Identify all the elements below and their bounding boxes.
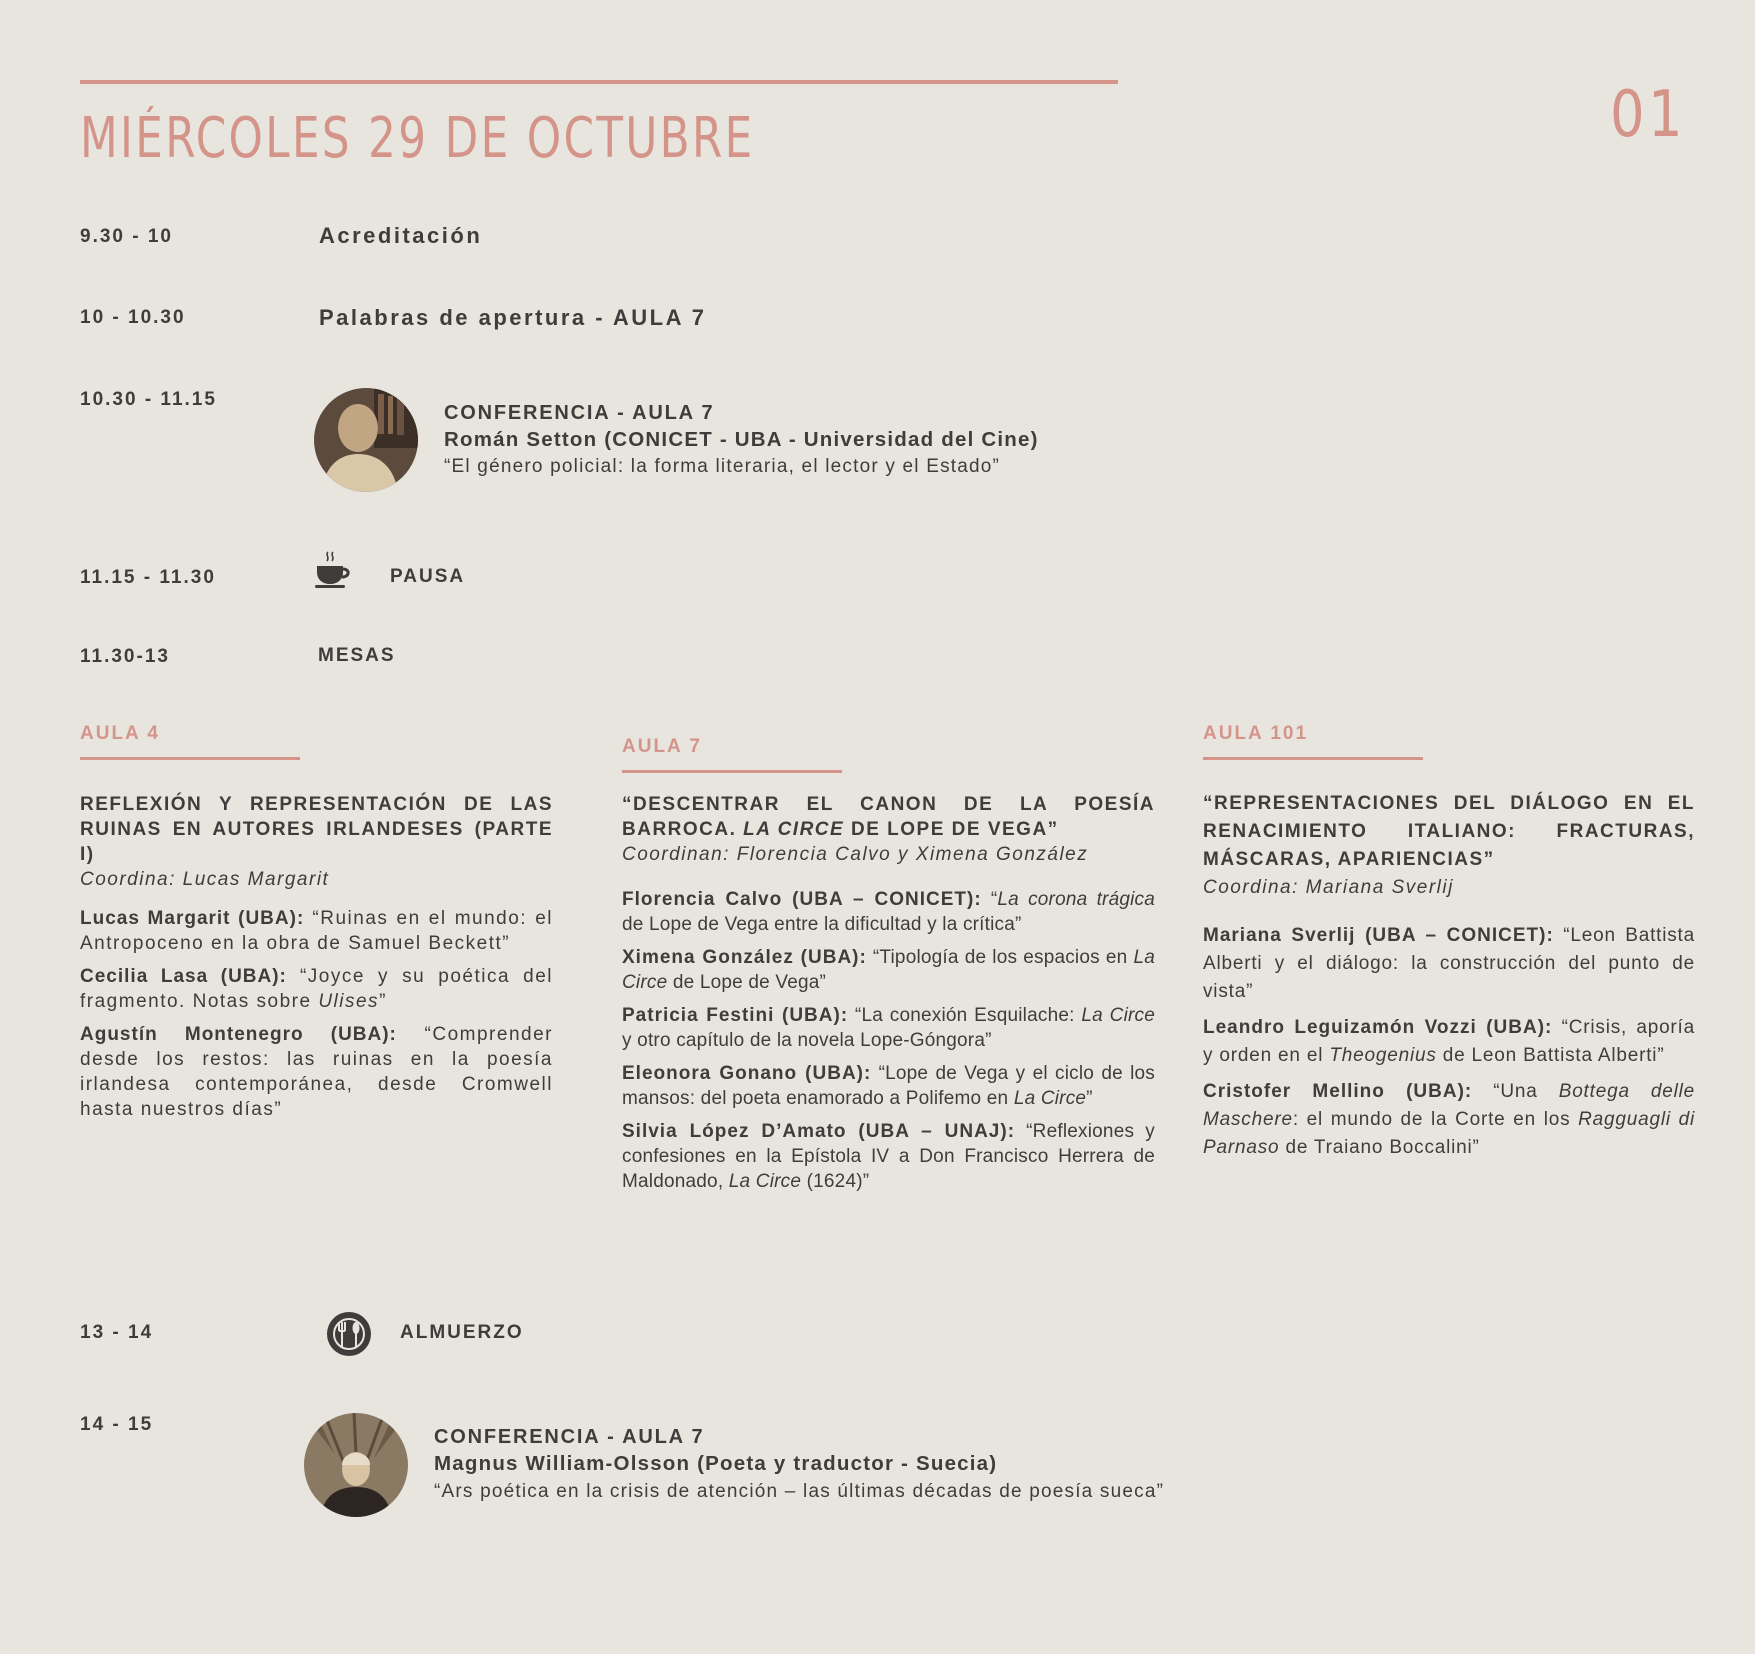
aula-101-rule [1203, 757, 1423, 760]
aula-101-title: “REPRESENTACIONES DEL DIÁLOGO EN EL RENACIMIENTO ITALIANO: FRACTURAS, MÁSCARAS, APARIENCIAS” [1203, 793, 1695, 870]
conference-label-1: CONFERENCIA - AULA 7 [444, 402, 715, 424]
day-title: MIÉRCOLES 29 DE OCTUBRE [80, 106, 755, 171]
list-item: Mariana Sverlij (UBA – CONICET): “Leon Battista Alberti y el diálogo: la construcción del punto de vista” [1203, 925, 1695, 1002]
speaker-photo-olsson [304, 1413, 408, 1517]
aula-4-coordinator: Coordina: Lucas Margarit [80, 869, 330, 890]
conference-speaker-1: Román Setton (CONICET - UBA - Universidad del Cine) [444, 428, 1039, 451]
list-item: Patricia Festini (UBA): “La conexión Esquilache: La Circe y otro capítulo de la novela Lope-Góngora” [622, 1005, 1155, 1051]
list-item: Cristofer Mellino (UBA): “Una Bottega delle Maschere: el mundo de la Corte en los Ragguagli di Parnaso de Traiano Boccalini” [1203, 1081, 1695, 1158]
aula-7-panel [622, 792, 1155, 1202]
event-mesas: MESAS [318, 645, 396, 666]
time-s1: 9.30 - 10 [80, 226, 173, 247]
conference-speaker-2: Magnus William-Olsson (Poeta y traductor - Suecia) [434, 1452, 998, 1475]
speaker-photo-setton [314, 388, 418, 492]
list-item: Lucas Margarit (UBA): “Ruinas en el mundo: el Antropoceno en la obra de Samuel Beckett” [80, 908, 554, 954]
event-apertura: Palabras de apertura - AULA 7 [319, 305, 707, 330]
list-item: Eleonora Gonano (UBA): “Lope de Vega y el ciclo de los mansos: del poeta enamorado a Polifemo en La Circe” [622, 1063, 1155, 1109]
time-s3: 10.30 - 11.15 [80, 389, 217, 410]
aula-7-coordinator: Coordinan: Florencia Calvo y Ximena González [622, 844, 1089, 865]
time-s2: 10 - 10.30 [80, 307, 186, 328]
aula-4-label: AULA 4 [80, 723, 160, 744]
event-pausa: PAUSA [390, 566, 466, 587]
time-s4: 11.15 - 11.30 [80, 567, 216, 588]
aula-7-rule [622, 770, 842, 773]
aula-7-label: AULA 7 [622, 736, 702, 757]
aula-101-coordinator: Coordina: Mariana Sverlij [1203, 877, 1454, 898]
time-s6: 13 - 14 [80, 1322, 154, 1343]
list-item: Ximena González (UBA): “Tipología de los espacios en La Circe de Lope de Vega” [622, 947, 1155, 993]
aula-4-title: REFLEXIÓN Y REPRESENTACIÓN DE LAS RUINAS EN AUTORES IRLANDESES (PARTE I) [80, 794, 553, 865]
coffee-cup-icon [314, 550, 352, 590]
fork-spoon-icon [326, 1311, 372, 1357]
aula-4-rule [80, 757, 300, 760]
time-s5: 11.30-13 [80, 646, 170, 667]
time-s7: 14 - 15 [80, 1414, 154, 1435]
header-rule [80, 80, 1118, 84]
list-item: Florencia Calvo (UBA – CONICET): “La corona trágica de Lope de Vega entre la dificultad y la crítica” [622, 889, 1155, 935]
aula-101-label: AULA 101 [1203, 723, 1309, 744]
list-item: Silvia López D’Amato (UBA – UNAJ): “Reflexiones y confesiones en la Epístola IV a Don Francisco Herrera de Maldonado, La Circe (1624)” [622, 1121, 1155, 1192]
conference-talk-2: “Ars poética en la crisis de atención – las últimas décadas de poesía sueca” [434, 1481, 1165, 1502]
event-acreditacion: Acreditación [319, 223, 483, 248]
aula-4-panel [80, 792, 553, 1130]
list-item: Cecilia Lasa (UBA): “Joyce y su poética del fragmento. Notas sobre Ulises” [80, 966, 553, 1012]
list-item: Leandro Leguizamón Vozzi (UBA): “Crisis, aporía y orden en el Theogenius de Leon Battista Alberti” [1203, 1017, 1696, 1066]
aula-7-title: “DESCENTRAR EL CANON DE LA POESÍA BARROCA. LA CIRCE DE LOPE DE VEGA” [622, 794, 1155, 840]
aula-101-panel [1203, 790, 1695, 1170]
page-number: 01 [1609, 78, 1686, 152]
conference-talk-1: “El género policial: la forma literaria, el lector y el Estado” [444, 456, 1001, 477]
conference-label-2: CONFERENCIA - AULA 7 [434, 1426, 705, 1448]
list-item: Agustín Montenegro (UBA): “Comprender desde los restos: las ruinas en la poesía irlandesa contemporánea, desde Cromwell hasta nuestros días” [80, 1024, 553, 1120]
event-almuerzo: ALMUERZO [400, 1322, 524, 1343]
